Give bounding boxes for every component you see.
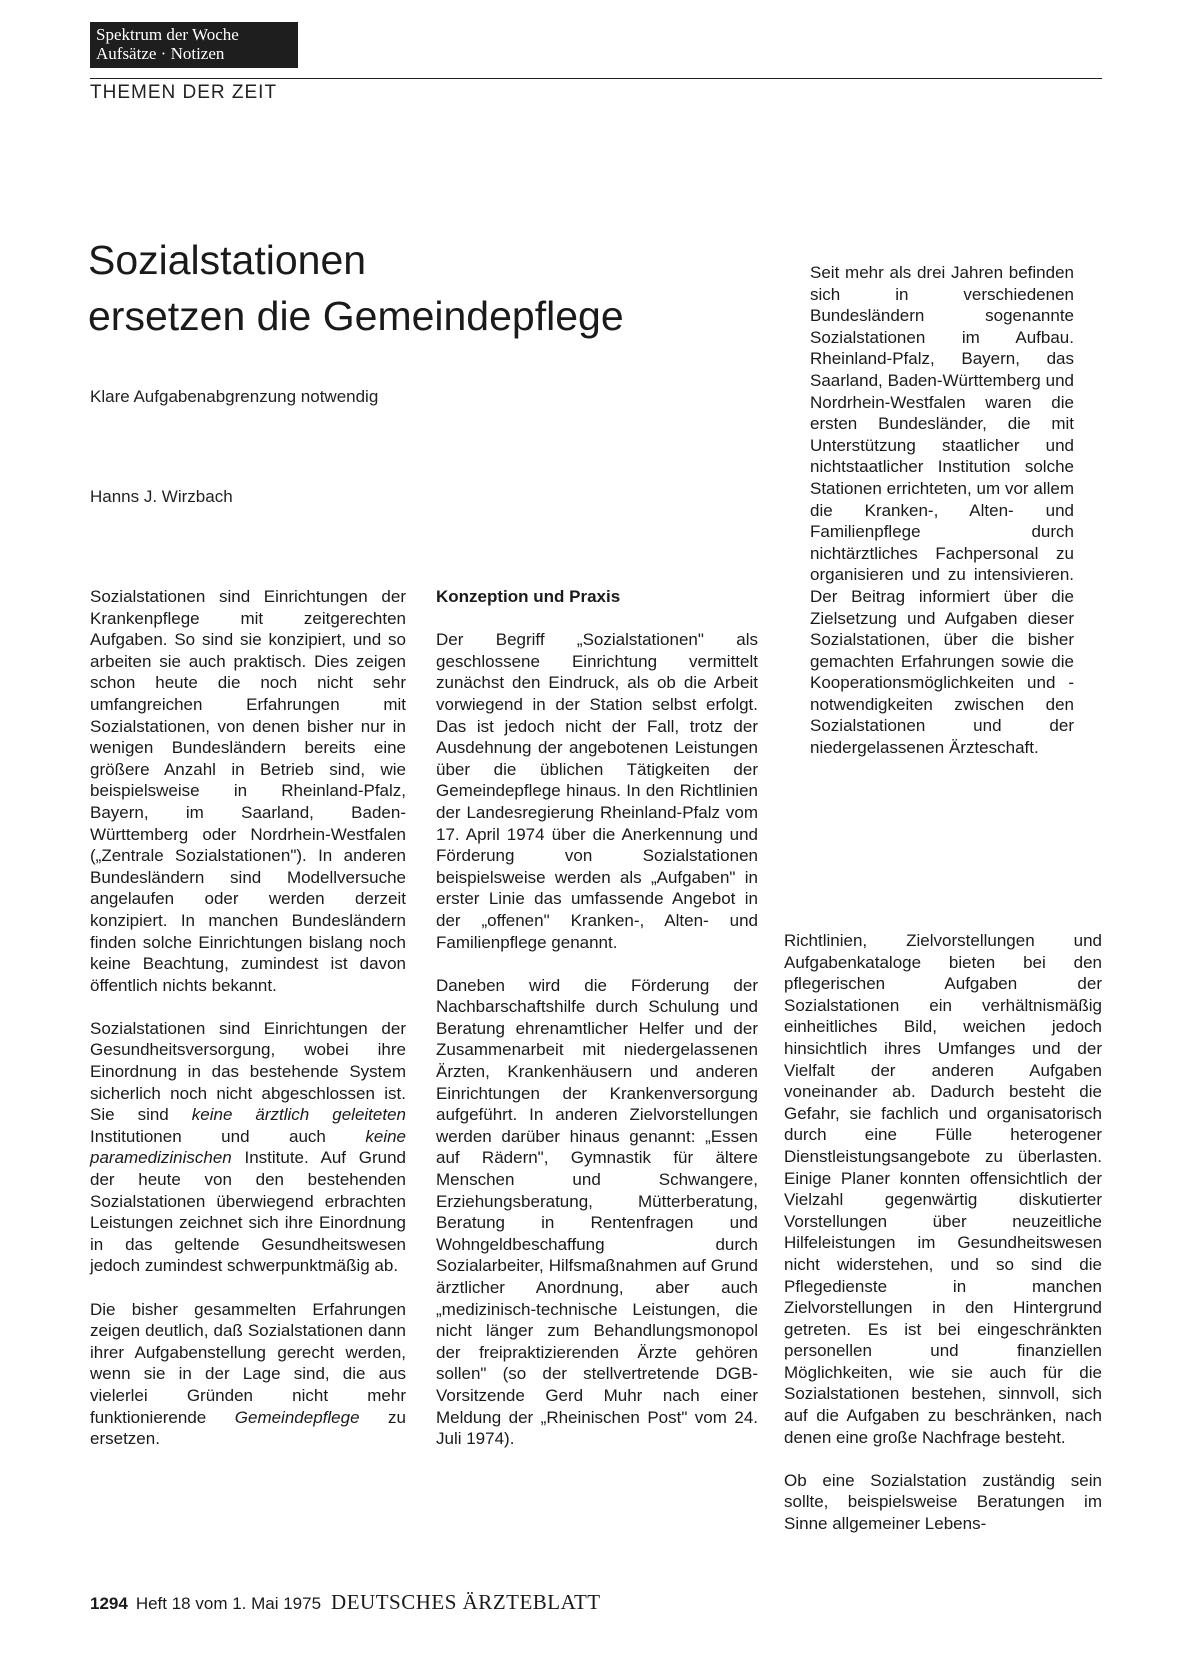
journal-name: DEUTSCHES ÄRZTEBLATT [331, 1590, 601, 1614]
col3-paragraph-1: Richtlinien, Zielvorstellungen und Aufgabenkataloge bieten bei den pflegerischen Aufgaben der Sozialstationen ein verhältnismäßig einheitliches Bild, weichen jedoch hinsichtlich ihres Umfanges und der Vielfalt der anderen Aufgaben voneinander ab. Dadurch besteht die Gefahr, sie fachlich und organisatorisch durch eine Fülle heterogener Dienstleistungsangebote zu überlasten. Einige Planer konnten offensichtlich der Vielzahl gegenwärtig diskutierter Vorstellungen über neuzeitliche Hilfeleistungen im Gesundheitswesen nicht widerstehen, und so sind die Pflegedienste in manchen Zielvorstellungen in den Hintergrund getreten. Es ist bei eingeschränkten personellen und finanziellen Möglichkeiten, wie sie auch für die Sozialstationen bestehen, sinnvoll, sich auf die Aufgaben zu beschränken, nach denen eine große Nachfrage besteht. [784, 931, 1102, 1447]
section-heading: Konzeption und Praxis [436, 587, 621, 606]
page-number: 1294 [90, 1594, 128, 1613]
col2-paragraph-2: Daneben wird die Förderung der Nachbarschaftshilfe durch Schulung und Beratung ehrenamtlicher Helfer und der Zusammenarbeit mit niedergelassenen Ärzten, Krankenhäusern und anderen Einrichtungen der Krankenversorgung aufgeführt. In anderen Zielvorstellungen werden darüber hinaus genannt: „Essen auf Rädern", Gymnastik für ältere Menschen und Schwangere, Erziehungsberatung, Mütterberatung, Beratung in Rentenfragen und Wohngeldbeschaffung durch Sozialarbeiter, Hilfsmaßnahmen auf Grund ärztlicher Anordnung, aber auch „medizinisch-technische Leistungen, die nicht länger zum Behandlungsmonopol der freipraktizierenden Ärzte gehören sollen" (so der stellvertretende DGB-Vorsitzende Gerd Muhr nach einer Meldung der „Rheinischen Post" vom 24. Juli 1974). [436, 975, 758, 1449]
col1-paragraph-3 [90, 1299, 406, 1450]
article-subtitle: Klare Aufgabenabgrenzung notwendig [90, 387, 379, 406]
body-column-1 [90, 586, 406, 1471]
section-label: THEMEN DER ZEIT [90, 82, 278, 103]
col1-paragraph-2 [90, 1018, 406, 1277]
masthead [90, 22, 298, 68]
col1-p2-text-a: Sozialstationen sind Einrichtungen der Gesundheitsversorgung, wobei ihre Einordnung in das bestehende System sicherlich noch nicht abgeschlossen ist. Sie sind [90, 1018, 406, 1125]
masthead-subtitle: Aufsätze · Notizen [96, 44, 225, 63]
lead-column [810, 262, 1074, 780]
page-footer [90, 1590, 601, 1615]
lead-paragraph: Seit mehr als drei Jahren befinden sich in verschiedenen Bundesländern sogenannte Sozialstationen im Aufbau. Rheinland-Pfalz, Bayern, das Saarland, Baden-Württemberg und Nordrhein-Westfalen waren die ersten Bundesländer, die mit Unterstützung staatlicher und nichtstaatlicher Institution solche Stationen errichteten, um vor allem die Kranken-, Alten- und Familienpflege durch nichtärztliches Fachpersonal zu organisieren und zu intensivieren. Der Beitrag informiert über die Zielsetzung und Aufgaben dieser Sozialstationen, über die bisher gemachten Erfahrungen sowie die Kooperationsmöglichkeiten und -notwendigkeiten zwischen den Sozialstationen und der niedergelassenen Ärzteschaft. [810, 263, 1074, 758]
col1-p3-text-b: zu ersetzen. [90, 1407, 406, 1449]
col1-p2-text-b: Institutionen und auch [90, 1126, 366, 1146]
col1-p2-text-c: Institute. Auf Grund der heute von den bestehenden Sozialstationen überwiegend erbrachten Leistungen zeichnet sich ihre Einordnung in das geltende Gesundheitswesen jedoch zumindest schwerpunktmäßig ab. [90, 1148, 406, 1276]
body-column-2 [436, 586, 758, 1471]
article-title [88, 232, 728, 344]
body-column-3 [784, 930, 1102, 1556]
col1-p3-emphasis: Gemeindepflege [234, 1407, 360, 1427]
col1-p3-text-a: Die bisher gesammelten Erfahrungen zeigen deutlich, daß Sozialstationen dann ihrer Aufgabenstellung gerecht werden, wenn sie in der Lage sind, die aus vielerlei Gründen nicht mehr funktionierende [90, 1299, 406, 1427]
col1-paragraph-1: Sozialstationen sind Einrichtungen der Krankenpflege mit zeitgerechten Aufgaben. So sind sie konzipiert, und so arbeiten sie auch praktisch. Dies zeigen schon heute die noch nicht sehr umfangreichen Erfahrungen mit Sozialstationen, von denen bisher nur in wenigen Bundesländern bereits eine größere Anzahl in Betrieb sind, wie beispielsweise in Rheinland-Pfalz, Bayern, im Saarland, Baden-Württemberg oder Nordrhein-Westfalen („Zentrale Sozialstationen"). In anderen Bundesländern sind Modellversuche angelaufen oder werden derzeit konzipiert. In manchen Bundesländern finden solche Einrichtungen bislang noch keine Beachtung, zumindest ist davon öffentlich nichts bekannt. [90, 587, 406, 995]
col3-paragraph-2: Ob eine Sozialstation zuständig sein sollte, beispielsweise Beratungen im Sinne allgemeiner Lebens- [784, 1470, 1102, 1534]
col1-p2-emphasis-2: keine paramedizinischen [90, 1126, 406, 1168]
issue-info: Heft 18 vom 1. Mai 1975 [135, 1594, 322, 1613]
masthead-title: Spektrum der Woche [96, 25, 239, 44]
title-line-1: Sozialstationen [88, 237, 367, 283]
col2-paragraph-1: Der Begriff „Sozialstationen" als geschlossene Einrichtung vermittelt zunächst den Eindruck, als ob die Arbeit vorwiegend in der Station selbst erfolgt. Das ist jedoch nicht der Fall, trotz der Ausdehnung der angebotenen Leistungen über die üblichen Tätigkeiten der Gemeindepflege hinaus. In den Richtlinien der Landesregierung Rheinland-Pfalz vom 17. April 1974 über die Anerkennung und Förderung von Sozialstationen beispielsweise werden als „Aufgaben" in erster Linie das umfassende Angebot in der „offenen" Kranken-, Alten- und Familienpflege genannt. [436, 630, 758, 952]
header-rule [90, 78, 1102, 79]
title-line-2: ersetzen die Gemeindepflege [88, 293, 624, 339]
col1-p2-emphasis-1: keine ärztlich geleiteten [191, 1105, 406, 1125]
article-author: Hanns J. Wirzbach [90, 487, 233, 506]
